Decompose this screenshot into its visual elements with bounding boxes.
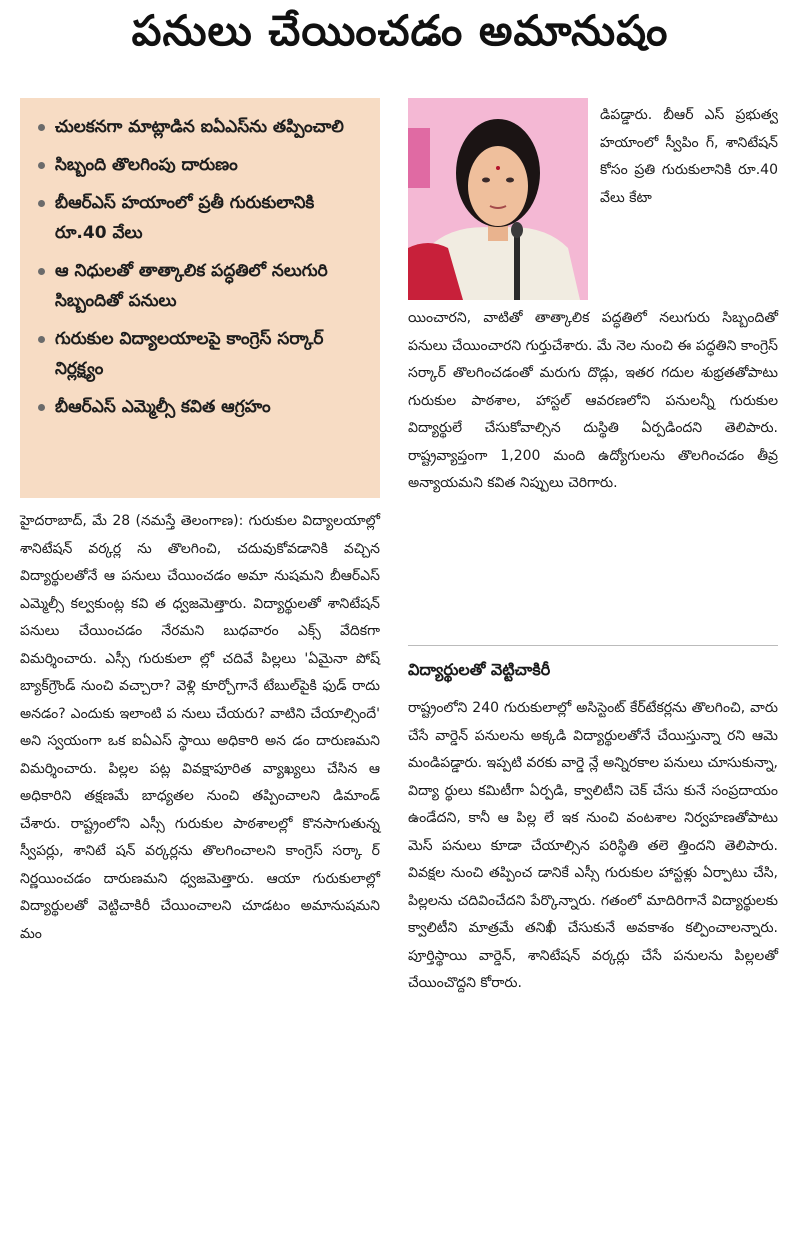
person-photo (408, 98, 588, 300)
portrait-illustration (408, 98, 588, 300)
paragraph: హైదరాబాద్, మే 28 (నమస్తే తెలంగాణ): గురుకుల విద్యాలయాల్లో శానిటేషన్ వర్కర్ల ను తొలగించి, చదువుకోవడానికి వచ్చిన విద్యార్థులతోనే ఆ పనులు చేయించడం అమా నుషమని బీఆర్ఎస్ ఎమ్మెల్సీ కల్వకుంట్ల కవి త ధ్వజమెత్తారు. విద్యార్థులతో శానిటేషన్ పనులు చేయించడం నేరమని బుధవారం ఎక్స్ వేదికగా విమర్శించారు. ఎస్సీ గురుకులా ల్లో చదివే పిల్లలు 'ఏమైనా పోష్ బ్యాక్‌గ్రౌండ్ నుంచి వచ్చారా? వెళ్లి కూర్చోగానే టేబుల్‌పైకి ఫుడ్ రాదు అనడం? ఎందుకు ఇలాంటి ప నులు చేయరు? వాటిని చేయాల్సిందే' అని స్వయంగా ఒక ఐఏఎస్ స్థాయి అధికారి అన డం దారుణమని విమర్శించారు. పిల్లల పట్ల వివక్షాపూరిత వ్యాఖ్యలు చేసిన ఆ అధికారిని తక్షణమే బాధ్యతల నుంచి తప్పించాలని డిమాండ్ చేశారు. రాష్ట్రంలోని ఎస్సీ గురుకుల పాఠశాలల్లో కొనసాగుతున్న స్వీపర్లు, శానిటే షన్ వర్కర్లను తొలగించాలని కాంగ్రెస్ సర్కా ర్ నిర్ణయించడం దారుణమని ధ్వజమెత్తారు. ఆయా గురుకులాల్లో విద్యార్థులతో వెట్టిచాకిరీ చేయించాలని చూడటం అమానుషమని మం (20, 513, 380, 942)
article-text-left (20, 508, 380, 948)
highlight-item (38, 392, 370, 422)
paragraph: డిపడ్డారు. బీఆర్ ఎస్ ప్రభుత్వ హయాంలో స్వీపిం గ్, శానిటేషన్ కోసం ప్రతి గురుకులానికి రూ.40 వేలు కేటా (600, 107, 778, 206)
headline: పనులు చేయించడం అమానుషం (131, 6, 669, 55)
divider (408, 645, 778, 646)
highlight-text: చులకనగా మాట్లాడిన ఐఏఎస్‌ను తప్పించాలి (55, 117, 344, 137)
bullet-icon (38, 336, 45, 343)
highlight-item (38, 324, 370, 384)
highlight-text: బీఆర్ఎస్ హయాంలో ప్రతీ గురుకులానికి రూ.40 వేలు (55, 193, 315, 243)
bullet-icon (38, 404, 45, 411)
subheading: విద్యార్థులతో వెట్టిచాకిరీ (408, 660, 551, 679)
highlight-text: బీఆర్ఎస్ ఎమ్మెల్సీ కవిత ఆగ్రహం (55, 397, 271, 417)
highlight-text: గురుకుల విద్యాలయాలపై కాంగ్రెస్ సర్కార్ నిర్లక్ష్యం (55, 329, 324, 379)
highlight-item (38, 256, 370, 316)
bullet-icon (38, 124, 45, 131)
paragraph: యించారని, వాటితో తాత్కాలిక పద్ధతిలో నలుగురు సిబ్బందితో పనులు చేయించారని గుర్తుచేశారు. మే నెల నుంచి ఈ పద్ధతిని కాంగ్రెస్ సర్కార్ తొలగించడంతో మరుగు దొడ్లు, ఇతర గదుల శుభ్రతతోపాటు గురుకుల పాఠశాల, హాస్టల్ ఆవరణలోని పనులన్నీ గురుకుల విద్యార్థులే చేసుకోవాల్సిన దుస్థితి ఏర్పడిందని తెలిపారు. రాష్ట్రవ్యాప్తంగా 1,200 మంది ఉద్యోగులను తొలగించడం తీవ్ర అన్యాయమని కవిత నిప్పులు చెరిగారు. (408, 310, 778, 491)
highlight-item (38, 112, 370, 142)
bullet-icon (38, 200, 45, 207)
paragraph: రాష్ట్రంలోని 240 గురుకులాల్లో అసిస్టెంట్ కేర్‌టేకర్లను తొలగించి, వారు చేసే వార్డెన్ పనులను అక్కడి విద్యార్థులతోనే చేయిస్తున్నా రని ఆమె మండిపడ్డారు. ఇప్పటి వరకు వార్డె న్లే అన్నిరకాల పనులు చూసుకున్నా, విద్యా ర్థులు కమిటీగా ఏర్పడి, క్వాలిటీని చెక్ చేసు కునే సంప్రదాయం ఉండేదని, కానీ ఆ పిల్ల లే ఇక నుంచి వంటశాల నిర్వహణతోపాటు మెస్ పనులు కూడా చేయాల్సిన పరిస్థితి తలె త్తిందని తెలిపారు. వివక్షల నుంచి తప్పించ డానికే ఎస్సీ గురుకుల హాస్టళ్లు ఏర్పాటు చేసి, పిల్లలను చదివించేదని పేర్కొన్నారు. గతంలో మాదిరిగానే విద్యార్థులకు క్వాలిటీని మాత్రమే తనిఖీ చేసుకునే అవకాశం కల్పించాలన్నారు. పూర్తిస్థాయి వార్డెన్, శానిటేషన్ వర్కర్లు చేసే పనులను పిల్లలతో చేయించొద్దని కోరారు. (408, 700, 779, 991)
article-text-right-top (600, 102, 778, 212)
highlight-text: సిబ్బంది తొలగింపు దారుణం (55, 155, 238, 175)
article-text-right-main (408, 305, 778, 498)
article-text-right-lower (408, 695, 778, 998)
bullet-icon (38, 268, 45, 275)
bullet-icon (38, 162, 45, 169)
highlight-item (38, 150, 370, 180)
highlights-box (20, 98, 380, 498)
highlight-text: ఆ నిధులతో తాత్కాలిక పద్ధతిలో నలుగురి సిబ్బందితో పనులు (55, 261, 328, 311)
highlight-item (38, 188, 370, 248)
